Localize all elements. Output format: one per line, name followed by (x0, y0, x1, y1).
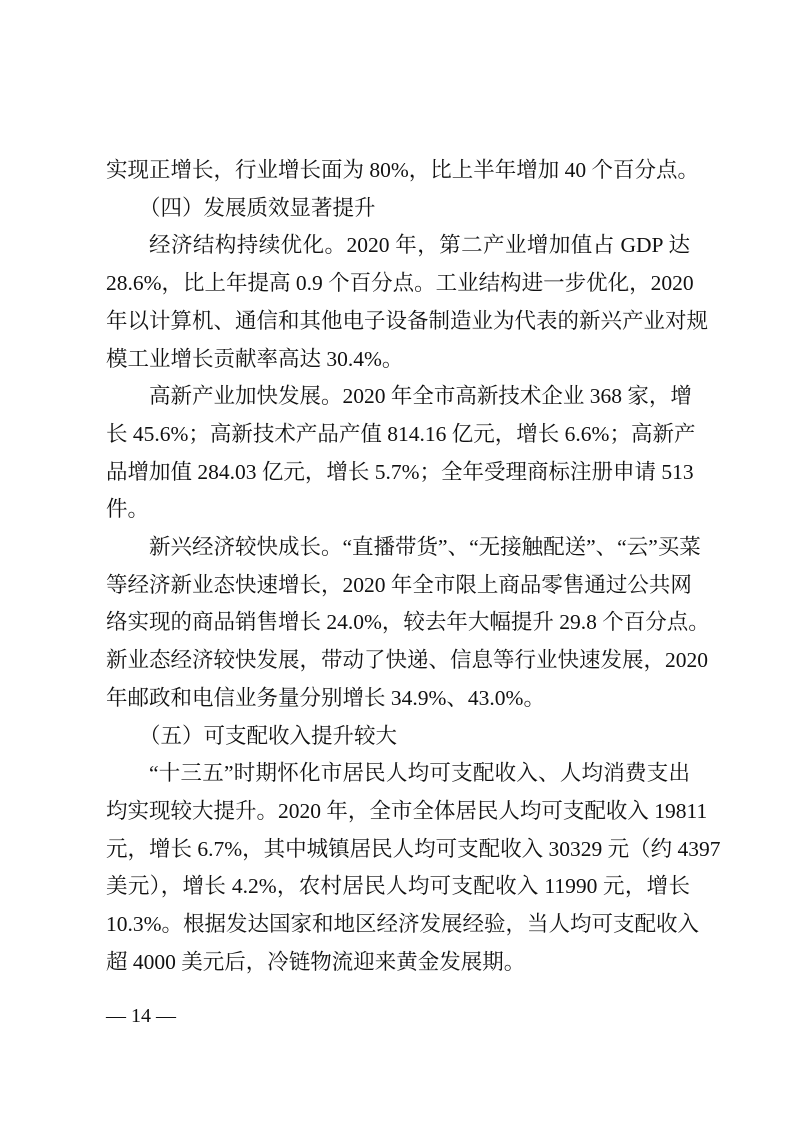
section-heading: （五）可支配收入提升较大 (139, 723, 398, 748)
text-line: 等经济新业态快速增长，2020 年全市限上商品零售通过公共网 (106, 572, 692, 597)
text-line: 超 4000 美元后，冷链物流迎来黄金发展期。 (106, 949, 526, 974)
text-line: 元，增长 6.7%，其中城镇居民人均可支配收入 30329 元（约 4397 (106, 836, 721, 861)
text-line: 新兴经济较快成长。“直播带货”、“无接触配送”、“云”买菜 (149, 535, 701, 559)
text-line: “十三五”时期怀化市居民人均可支配收入、人均消费支出 (149, 761, 690, 786)
text-line: 均实现较大提升。2020 年，全市全体居民人均可支配收入 19811 (106, 798, 708, 823)
text-line: 年邮政和电信业务量分别增长 34.9%、43.0%。 (106, 685, 545, 710)
text-line: 美元），增长 4.2%，农村居民人均可支配收入 11990 元，增长 (106, 874, 690, 899)
text-line: 络实现的商品销售增长 24.0%，较去年大幅提升 29.8 个百分点。 (106, 610, 710, 635)
text-line: 经济结构持续优化。2020 年，第二产业增加值占 GDP 达 (149, 233, 690, 258)
text-line: 10.3%。根据发达国家和地区经济发展经验，当人均可支配收入 (106, 912, 700, 936)
text-line: 实现正增长，行业增长面为 80%，比上半年增加 40 个百分点。 (106, 158, 700, 182)
text-line: 件。 (106, 497, 150, 522)
text-line: 28.6%，比上年提高 0.9 个百分点。工业结构进一步优化，2020 (106, 271, 694, 296)
text-line: 新业态经济较快发展，带动了快递、信息等行业快速发展，2020 (106, 648, 709, 673)
text-line: 品增加值 284.03 亿元，增长 5.7%；全年受理商标注册申请 513 (106, 459, 694, 484)
text-line: 年以计算机、通信和其他电子设备制造业为代表的新兴产业对规 (106, 308, 709, 333)
section-heading: （四）发展质效显著提升 (139, 195, 376, 220)
text-line: 模工业增长贡献率高达 30.4%。 (106, 346, 404, 371)
text-line: 高新产业加快发展。2020 年全市高新技术企业 368 家，增 (149, 384, 692, 409)
text-line: 长 45.6%；高新技术产品产值 814.16 亿元，增长 6.6%；高新产 (106, 421, 696, 446)
page-number: — 14 — (106, 1005, 176, 1027)
